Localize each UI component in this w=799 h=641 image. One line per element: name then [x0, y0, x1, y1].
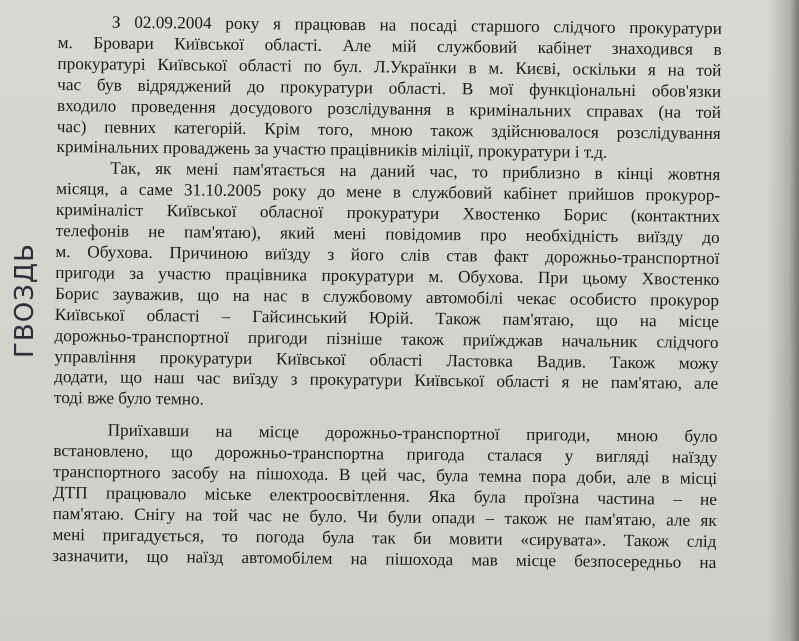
document-text [52, 12, 722, 573]
text-line: додати, що наш час виїзду з прокуратури Київської області я не пам'ятаю, але [54, 367, 719, 394]
text-line: мені пригадується, то погода була так би мовити «сирувата». Також слід [52, 524, 717, 551]
text-line: транспортного засобу на пішохода. В цей час, була темна пора доби, але в місці [53, 462, 718, 488]
text-line: дорожньо-транспортної пригоди пізніше також приїжджав начальник слідчого [54, 325, 719, 352]
paragraph-1 [56, 12, 721, 165]
text-line: зазначити, що наїзд автомобілем на пішохода мав місце безпосередньо на [52, 545, 717, 572]
text-line: ДТП працювало міське електроосвітлення. Яка була проїзна частина – не [52, 482, 718, 509]
text-line: пригоди за участю працівника прокуратури м. Обухова. При цьому Хвостенко [55, 262, 720, 289]
text-line: пам'ятаю. Снігу на той час не було. Чи були опади – також не пам'ятаю, але як [52, 503, 717, 530]
text-line: З 02.09.2004 року я працював на посаді старшого слідчого прокуратури [111, 12, 722, 38]
text-line: прокуратурі Київської області по бул. Л.Українки в м. Києві, оскільки я на той [57, 53, 722, 80]
text-line: Київської області – Гайсинський Юрій. Також пам'ятаю, що на місце [54, 304, 719, 331]
text-line: м. Обухова. Причиною виїзду з його слів став факт дорожньо-транспортної [55, 241, 720, 268]
text-line: м. Бровари Київської області. Але мій службовий кабінет знаходився в [57, 32, 722, 59]
handwritten-margin-note: ГВОЗДЬ [10, 243, 40, 358]
text-line: Приїхавши на місце дорожньо-транспортної пригоди, мною було [107, 420, 718, 447]
text-line: управління прокуратури Київської області Ластовка Вадив. Також можу [54, 346, 719, 373]
paragraph-2 [54, 158, 721, 416]
page-edge-shadow [767, 0, 799, 641]
text-line: час був відряджений до прокуратури області. В мої функціональні обов'язки [57, 74, 722, 101]
text-line: криміналіст Київської обласної прокуратури Хвостенко Борис (контактних [55, 200, 720, 227]
text-line: тоді вже було темно. [53, 388, 204, 409]
text-line: місяця, а саме 31.10.2005 року до мене в службовий кабінет прийшов прокурор- [56, 179, 721, 206]
text-line: встановлено, що дорожньо-транспортна пригода сталася у вигляді наїзду [53, 441, 718, 468]
text-line: телефонів не пам'ятаю), який мені повідомив про необхідність виїзду до [55, 221, 720, 248]
text-line: Так, як мені пам'ятається на даний час, то приблизно в кінці жовтня [110, 158, 721, 185]
text-line: входило проведення досудового розслідування в кримінальних справах (на той [56, 95, 722, 122]
text-line: час) певних категорій. Крім того, мною також здійснювалося розслідування [56, 116, 721, 143]
text-line: кримінальних проваджень за участю працівників міліції, прокуратури і т.д. [56, 137, 608, 163]
paragraph-3 [52, 420, 717, 573]
text-line: Борис зауважив, що на нас в службовому автомобілі чекає особисто прокурор [54, 283, 720, 310]
